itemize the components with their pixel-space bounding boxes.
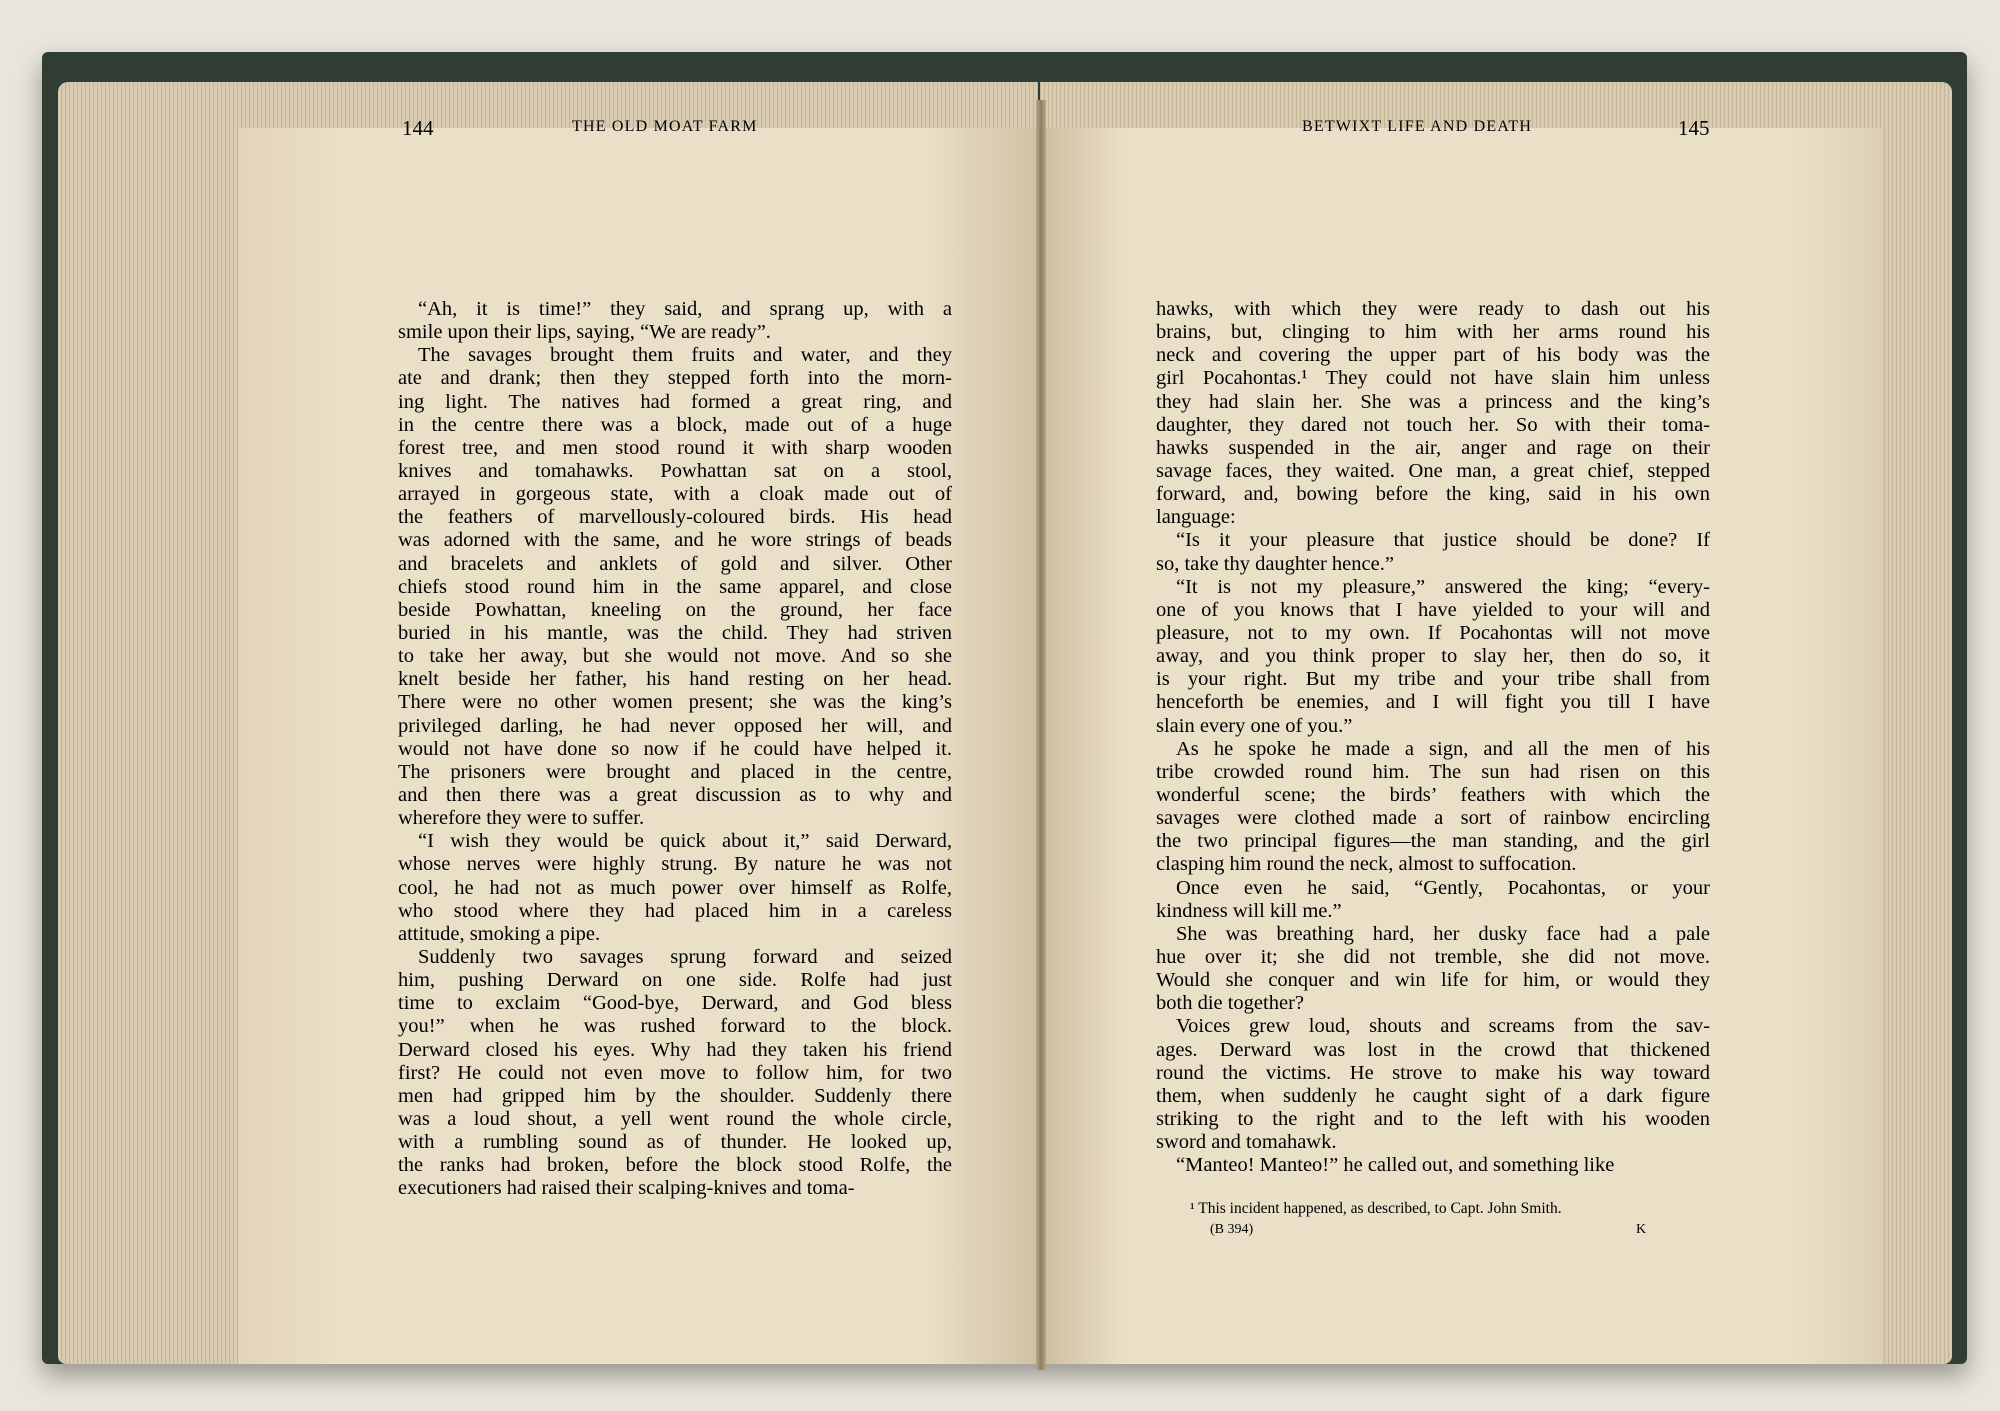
printer-signature-mark: (B 394) bbox=[1210, 1222, 1254, 1237]
text-line: She was breathing hard, her dusky face had a pale bbox=[1176, 922, 1710, 945]
text-line: knives and tomahawks. Powhattan sat on a stool, bbox=[398, 459, 952, 482]
left-running-head: THE OLD MOAT FARM bbox=[572, 118, 758, 135]
text-line: ing light. The natives had formed a great ring, and bbox=[398, 390, 952, 413]
text-line: daughter, they dared not touch her. So with their toma- bbox=[1156, 413, 1710, 436]
text-line: striking to the right and to the left with his wooden bbox=[1156, 1107, 1710, 1130]
text-line: the two principal figures—the man standing, and the girl bbox=[1156, 830, 1710, 853]
text-line: privileged darling, he had never opposed her will, and bbox=[398, 714, 952, 737]
text-line: so, take thy daughter hence.” bbox=[1156, 552, 1394, 575]
text-line: both die together? bbox=[1156, 992, 1305, 1015]
text-line: them, when suddenly he caught sight of a dark figure bbox=[1156, 1084, 1710, 1107]
text-line: is your right. But my tribe and your tribe shall from bbox=[1156, 668, 1710, 691]
text-line: and then there was a great discussion as to why and bbox=[398, 783, 952, 806]
text-line: sword and tomahawk. bbox=[1156, 1131, 1337, 1154]
text-line: hue over it; she did not tremble, she did not move. bbox=[1156, 945, 1710, 968]
text-line: cool, he had not as much power over himself as Rolfe, bbox=[398, 876, 952, 899]
text-line: smile upon their lips, saying, “We are ready”. bbox=[398, 321, 771, 344]
text-line: The prisoners were brought and placed in the centre, bbox=[398, 760, 952, 783]
text-line: As he spoke he made a sign, and all the men of his bbox=[1176, 737, 1710, 760]
text-line: executioners had raised their scalping-knives and toma- bbox=[398, 1177, 855, 1200]
right-body-text bbox=[1156, 298, 1710, 1177]
text-line: who stood where they had placed him in a careless bbox=[398, 899, 952, 922]
text-line: “Ah, it is time!” they said, and sprang up, with a bbox=[418, 298, 952, 320]
text-line: girl Pocahontas.¹ They could not have slain him unless bbox=[1156, 367, 1710, 390]
text-line: kindness will kill me.” bbox=[1156, 899, 1342, 922]
text-line: you!” when he was rushed forward to the block. bbox=[398, 1015, 952, 1038]
text-line: buried in his mantle, was the child. They had striven bbox=[398, 621, 952, 644]
text-line: arrayed in gorgeous state, with a cloak made out of bbox=[398, 483, 952, 506]
text-line: slain every one of you.” bbox=[1156, 714, 1353, 737]
text-line: brains, but, clinging to him with her arms round his bbox=[1156, 321, 1710, 344]
text-line: was adorned with the same, and he wore strings of beads bbox=[398, 529, 952, 552]
text-line: “Manteo! Manteo!” he called out, and something like bbox=[1176, 1154, 1615, 1177]
text-line: first? He could not even move to follow him, for two bbox=[398, 1061, 952, 1084]
text-line: forest tree, and men stood round it with sharp wooden bbox=[398, 436, 952, 459]
text-line: whose nerves were highly strung. By nature he was not bbox=[398, 853, 952, 876]
text-line: clasping him round the neck, almost to suffocation. bbox=[1156, 853, 1577, 876]
text-line: with a rumbling sound as of thunder. He looked up, bbox=[398, 1131, 952, 1154]
text-line: “It is not my pleasure,” answered the king; “every- bbox=[1176, 575, 1710, 598]
gathering-letter: K bbox=[1636, 1222, 1647, 1237]
right-page-number: 145 bbox=[1678, 116, 1710, 140]
text-line: away, and you think proper to slay her, then do so, it bbox=[1156, 645, 1710, 668]
text-line: ages. Derward was lost in the crowd that thickened bbox=[1156, 1038, 1710, 1061]
text-line: they had slain her. She was a princess and the king’s bbox=[1156, 390, 1710, 413]
text-line: pleasure, not to my own. If Pocahontas will not move bbox=[1156, 621, 1710, 644]
text-line: Derward closed his eyes. Why had they taken his friend bbox=[398, 1038, 952, 1061]
text-line: tribe crowded round him. The sun had risen on this bbox=[1156, 760, 1710, 783]
text-line: neck and covering the upper part of his body was the bbox=[1156, 344, 1710, 367]
text-line: savage faces, they waited. One man, a great chief, stepped bbox=[1156, 459, 1710, 482]
text-line: the feathers of marvellously-coloured birds. His head bbox=[398, 506, 952, 529]
text-line: men had gripped him by the shoulder. Suddenly there bbox=[398, 1084, 952, 1107]
text-line: henceforth be enemies, and I will fight you till I have bbox=[1156, 691, 1710, 714]
text-line: wherefore they were to suffer. bbox=[398, 807, 645, 830]
text-line: The savages brought them fruits and water, and they bbox=[418, 344, 952, 367]
text-line: savages were clothed made a sort of rainbow encircling bbox=[1156, 807, 1710, 830]
text-line: “I wish they would be quick about it,” said Derward, bbox=[418, 830, 952, 853]
text-line: language: bbox=[1156, 506, 1236, 529]
text-line: one of you knows that I have yielded to your will and bbox=[1156, 598, 1710, 621]
right-running-head: BETWIXT LIFE AND DEATH bbox=[1302, 118, 1533, 135]
text-line: There were no other women present; she was the king’s bbox=[398, 691, 952, 714]
left-page-number: 144 bbox=[402, 116, 434, 140]
text-line: Voices grew loud, shouts and screams from the sav- bbox=[1176, 1015, 1710, 1038]
text-line: ate and drank; then they stepped forth into the morn- bbox=[398, 367, 952, 390]
text-line: knelt beside her father, his hand resting on her head. bbox=[398, 668, 952, 691]
text-line: time to exclaim “Good-bye, Derward, and God bless bbox=[398, 992, 952, 1015]
text-line: attitude, smoking a pipe. bbox=[398, 922, 601, 945]
text-line: Would she conquer and win life for him, or would they bbox=[1156, 969, 1710, 992]
text-line: wonderful scene; the birds’ feathers with which the bbox=[1156, 783, 1710, 806]
text-line: round the victims. He strove to make his way toward bbox=[1156, 1061, 1710, 1084]
text-line: would not have done so now if he could have helped it. bbox=[398, 737, 952, 760]
text-line: and bracelets and anklets of gold and silver. Other bbox=[398, 552, 952, 575]
footnote: ¹ This incident happened, as described, to Capt. John Smith. bbox=[1190, 1200, 1562, 1217]
text-line: hawks suspended in the air, anger and rage on their bbox=[1156, 436, 1710, 459]
text-line: chiefs stood round him in the same apparel, and close bbox=[398, 575, 952, 598]
text-line: the ranks had broken, before the block stood Rolfe, the bbox=[398, 1154, 952, 1177]
text-line: “Is it your pleasure that justice should be done? If bbox=[1176, 529, 1710, 552]
text-line: Once even he said, “Gently, Pocahontas, or your bbox=[1176, 876, 1710, 899]
text-line: to take her away, but she would not move. And so she bbox=[398, 645, 952, 668]
text-line: hawks, with which they were ready to dash out his bbox=[1156, 298, 1710, 320]
text-line: was a loud shout, a yell went round the whole circle, bbox=[398, 1107, 952, 1130]
text-line: Suddenly two savages sprung forward and seized bbox=[418, 945, 952, 968]
left-body-text bbox=[398, 298, 952, 1200]
text-line: him, pushing Derward on one side. Rolfe had just bbox=[398, 969, 952, 992]
book-gutter bbox=[1036, 100, 1046, 1370]
text-line: forward, and, bowing before the king, said in his own bbox=[1156, 483, 1710, 506]
text-line: in the centre there was a block, made out of a huge bbox=[398, 413, 952, 436]
text-line: beside Powhattan, kneeling on the ground, her face bbox=[398, 598, 952, 621]
